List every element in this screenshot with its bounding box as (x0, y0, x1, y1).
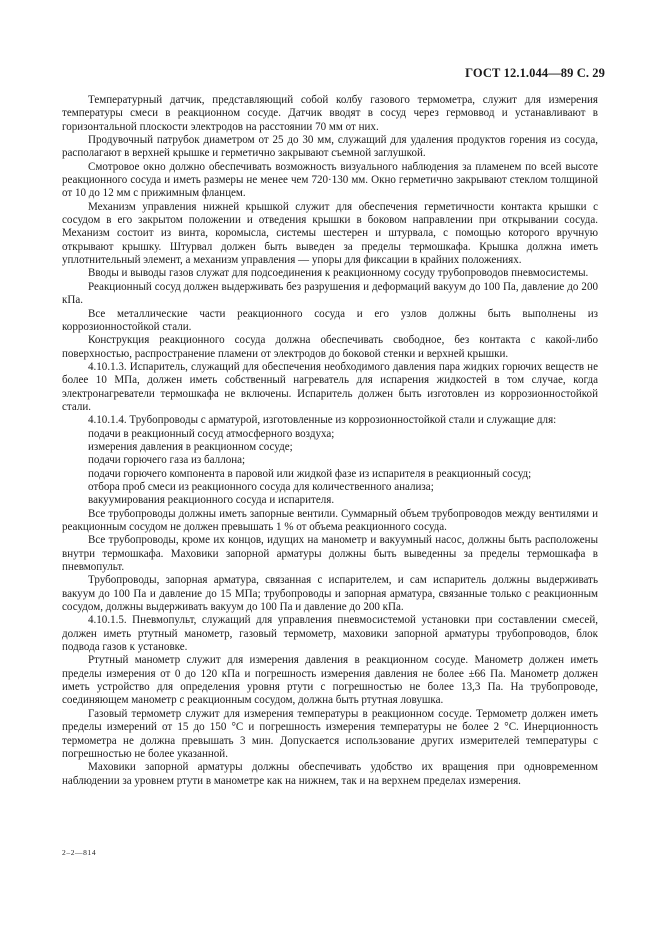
paragraph: Маховики запорной арматуры должны обеспечивать удобство их вращения при одновременном наблюдении за уровнем ртути в манометре как на нижнем, так и на верхнем пределах измерения. (62, 761, 598, 787)
print-mark: 2–2—814 (62, 848, 97, 857)
list-item: вакуумирования реакционного сосуда и испарителя. (88, 494, 335, 507)
paragraph: Газовый термометр служит для измерения температуры в реакционном сосуде. Термометр должен иметь пределы измерений от 15 до 150 °С и погрешность измерения температуры не более 2 °С. Инерционность термометра не должна превышать 3 мин. Допускается использование других измерителей температуры с погрешностью не более указанной. (62, 707, 598, 760)
paragraph: Продувочный патрубок диаметром от 25 до 30 мм, служащий для удаления продуктов горения из сосуда, располагают в верхней крышке и герметично закрывают съемной заглушкой. (62, 134, 598, 160)
list-item: отбора проб смеси из реакционного сосуда для количественного анализа; (88, 480, 434, 493)
paragraph: Вводы и выводы газов служат для подсоединения к реакционному сосуду трубопроводов пневмосистемы. (88, 267, 589, 280)
paragraph: Температурный датчик, представляющий собой колбу газового термометра, служит для измерения температуры смеси в реакционном сосуде. Датчик вводят в сосуд через гермоввод и устанавливают в горизонтальной плоскости электродов на расстоянии 70 мм от них. (62, 94, 598, 133)
list-item: подачи горючего компонента в паровой или жидкой фазе из испарителя в реакционный сосуд; (88, 467, 532, 480)
paragraph: Трубопроводы, запорная арматура, связанная с испарителем, и сам испаритель должны выдерживать вакуум до 100 Па и давление до 15 МПа; трубопроводы и запорная арматура, связанные только с реакционным сосудом, должны выдерживать вакуум до 100 Па и давление до 200 кПа. (62, 574, 598, 614)
list-item: измерения давления в реакционном сосуде; (88, 440, 293, 453)
paragraph: Все трубопроводы, кроме их концов, идущих на манометр и вакуумный насос, должны быть расположены внутри термошкафа. Маховики запорной арматуры должны быть выведенны за пределы термошкафа в пневмопульт. (62, 534, 598, 574)
list-item: подачи в реакционный сосуд атмосферного воздуха; (88, 427, 335, 440)
paragraph: Ртутный манометр служит для измерения давления в реакционном сосуде. Манометр должен иметь пределы измерения от 0 до 120 кПа и погрешность измерения давления не более ±66 Па. Манометр должен иметь устройство для определения уровня ртути с погрешностью не более 13,3 Па. На трубопроводе, соединяющем манометр с реакционным сосудом, должна быть ртутная ловушка. (62, 654, 598, 707)
page-header: ГОСТ 12.1.044—89 С. 29 (465, 66, 605, 80)
paragraph: Механизм управления нижней крышкой служит для обеспечения герметичности контакта крышки с сосудом в его закрытом положении и отведения крышки в боковом направлении при открывании сосуда. Механизм состоит из винта, коромысла, системы шестерен и штурвала, с помощью которого вручную открывают крышку. Штурвал должен быть выведен за пределы термошкафа. Крышка должна иметь уплотнительный элемент, а механизм управления — упоры для фиксации в крайних положениях. (62, 200, 598, 267)
document-body (62, 94, 598, 788)
paragraph: Все трубопроводы должны иметь запорные вентили. Суммарный объем трубопроводов между вентилями и реакционным сосудом не должен превышать 1 % от объема реакционного сосуда. (62, 507, 598, 533)
paragraph: 4.10.1.4. Трубопроводы с арматурой, изготовленные из коррозионностойкой стали и служащие для: (88, 414, 557, 427)
paragraph: 4.10.1.5. Пневмопульт, служащий для управления пневмосистемой установки при составлении смесей, должен иметь ртутный манометр, газовый термометр, маховики запорной арматуры трубопроводов, блок подвода газов к установке. (62, 614, 598, 654)
paragraph: Все металлические части реакционного сосуда и его узлов должны быть выполнены из коррозионностойкой стали. (62, 307, 598, 333)
list-item: подачи горючего газа из баллона; (88, 454, 246, 467)
paragraph: Конструкция реакционного сосуда должна обеспечивать свободное, без контакта с какой-либо поверхностью, распространение пламени от электродов до боковой стенки и верхней крышки. (62, 334, 598, 360)
paragraph: 4.10.1.3. Испаритель, служащий для обеспечения необходимого давления пара жидких горючих веществ не более 10 МПа, должен иметь собственный нагреватель для испарения жидкостей в том случае, когда электронагреватели термошкафа не включены. Испаритель должен быть изготовлен из коррозионностойкой стали. (62, 360, 598, 413)
paragraph: Смотровое окно должно обеспечивать возможность визуального наблюдения за пламенем по всей высоте реакционного сосуда и иметь размеры не менее чем 720·130 мм. Окно герметично закрывают стеклом толщиной от 10 до 12 мм с прижимным фланцем. (62, 160, 598, 200)
paragraph: Реакционный сосуд должен выдерживать без разрушения и деформаций вакуум до 100 Па, давление до 200 кПа. (62, 280, 598, 307)
